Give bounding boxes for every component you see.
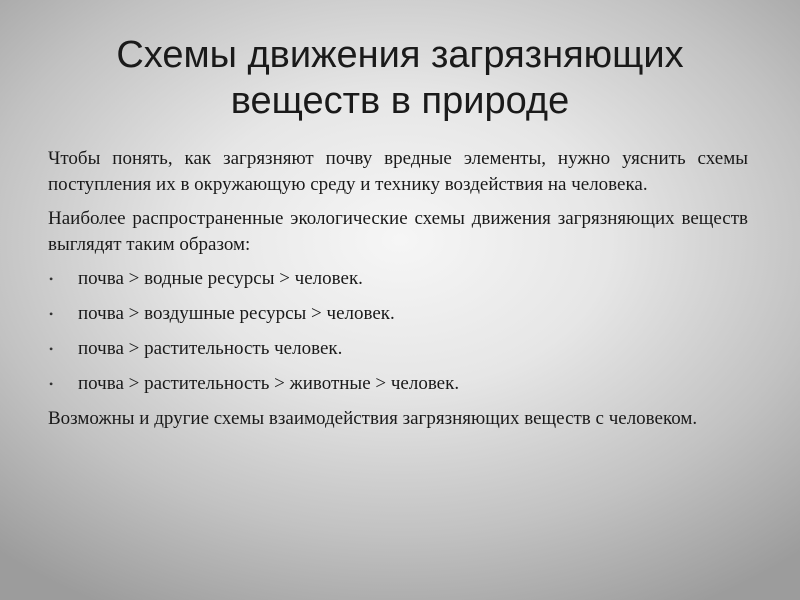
list-item-text: почва > водные ресурсы > человек. <box>78 268 363 289</box>
bullet-icon: • <box>49 272 54 286</box>
list-item <box>48 266 748 292</box>
schemes-paragraph: Наиболее распространенные экологические схемы движения загрязняющих веществ выглядят таким образом: <box>48 208 748 255</box>
list-item-text: почва > растительность > животные > человек. <box>78 373 460 394</box>
scheme-list <box>48 266 748 397</box>
slide-body <box>48 146 748 440</box>
list-item-text: почва > растительность человек. <box>78 338 343 359</box>
list-item <box>48 336 748 362</box>
bullet-icon: • <box>49 307 54 321</box>
list-item-text: почва > воздушные ресурсы > человек. <box>78 303 395 324</box>
bullet-icon: • <box>49 377 54 391</box>
list-item <box>48 371 748 397</box>
slide-title: Схемы движения загрязняющих веществ в природе <box>116 34 684 122</box>
bullet-icon: • <box>49 342 54 356</box>
list-item <box>48 301 748 327</box>
closing-paragraph: Возможны и другие схемы взаимодействия загрязняющих веществ с человеком. <box>48 408 698 429</box>
intro-paragraph: Чтобы понять, как загрязняют почву вредные элементы, нужно уяснить схемы поступления их в окружающую среду и технику воздействия на человека. <box>48 148 748 195</box>
